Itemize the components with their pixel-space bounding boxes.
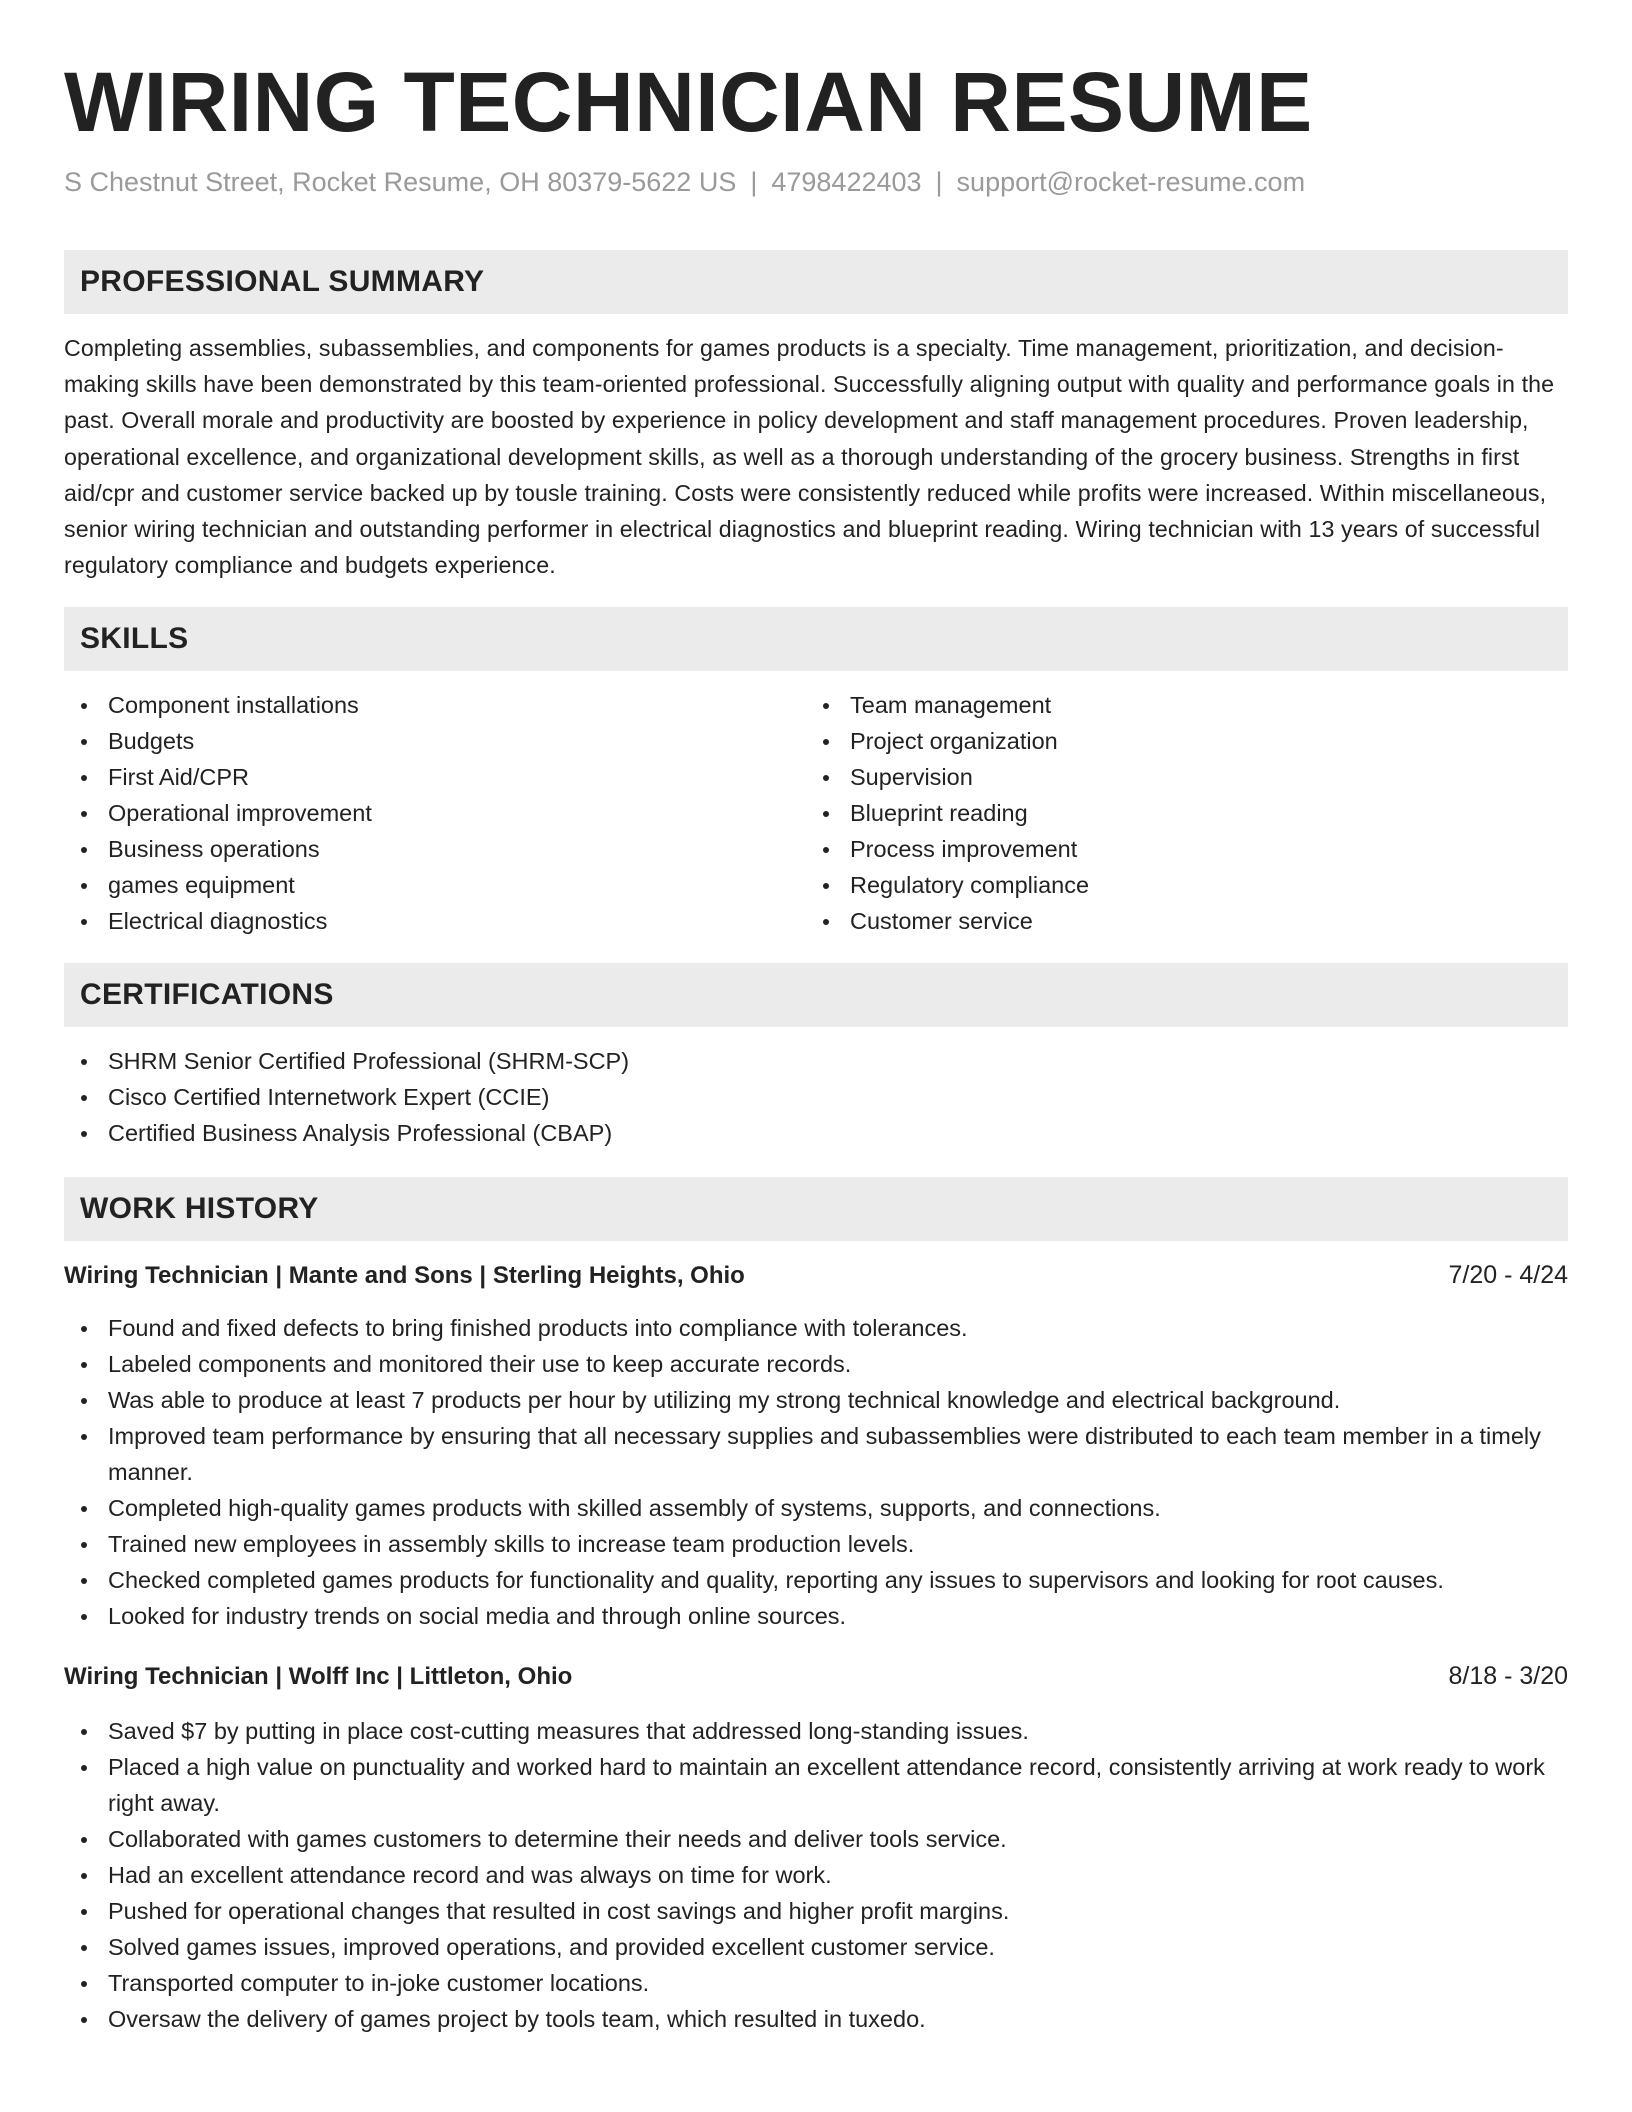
resume-title: WIRING TECHNICIAN RESUME — [64, 55, 1313, 149]
section-header-summary — [64, 250, 1568, 314]
certification-item: SHRM Senior Certified Professional (SHRM-SCP) — [64, 1043, 1568, 1079]
job-heading: Wiring Technician | Wolff Inc | Littleton, Ohio — [64, 1663, 573, 1691]
section-header-skills — [64, 607, 1568, 671]
job-bullet: Was able to produce at least 7 products per hour by utilizing my strong technical knowledge and electrical background. — [64, 1382, 1568, 1418]
skill-item: Regulatory compliance — [806, 867, 1548, 903]
job-bullet: Solved games issues, improved operations, and provided excellent customer service. — [64, 1929, 1568, 1965]
job-entry — [64, 1658, 1568, 2037]
job-header — [64, 1658, 1568, 1695]
skill-item: games equipment — [64, 867, 806, 903]
job-bullet: Completed high-quality games products with skilled assembly of systems, supports, and connections. — [64, 1490, 1568, 1526]
job-bullet: Trained new employees in assembly skills to increase team production levels. — [64, 1526, 1568, 1562]
job-bullet: Improved team performance by ensuring that all necessary supplies and subassemblies were distributed to each team member in a timely manner. — [64, 1418, 1568, 1490]
skill-item: Component installations — [64, 687, 806, 723]
skill-item: First Aid/CPR — [64, 759, 806, 795]
skills-list-left — [64, 687, 806, 939]
certification-item: Cisco Certified Internetwork Expert (CCIE) — [64, 1079, 1568, 1115]
job-bullet: Found and fixed defects to bring finished products into compliance with tolerances. — [64, 1310, 1568, 1346]
summary-paragraph: Completing assemblies, subassemblies, and components for games products is a specialty. Time management, prioritization, and decision-making skills have been demonstrated by this team-oriented professional. Successfully aligning output with quality and performance goals in the past. Overall morale and productivity are boosted by experience in policy development and staff management procedures. Proven leadership, operational excellence, and organizational development skills, as well as a thorough understanding of the grocery business. Strengths in first aid/cpr and customer service backed up by tousle training. Costs were consistently reduced while profits were increased. Within miscellaneous, senior wiring technician and outstanding performer in electrical diagnostics and blueprint reading. Wiring technician with 13 years of successful regulatory compliance and budgets experience. — [64, 335, 1555, 579]
skill-item: Project organization — [806, 723, 1548, 759]
skill-item: Process improvement — [806, 831, 1548, 867]
job-dates: 7/20 - 4/24 — [1448, 1261, 1568, 1290]
skill-item: Blueprint reading — [806, 795, 1548, 831]
section-title: PROFESSIONAL SUMMARY — [80, 265, 485, 298]
contact-separator: | — [750, 167, 758, 197]
section-title: SKILLS — [80, 622, 189, 656]
skill-item: Electrical diagnostics — [64, 903, 806, 939]
job-bullet: Had an excellent attendance record and was always on time for work. — [64, 1857, 1568, 1893]
job-dates: 8/18 - 3/20 — [1448, 1662, 1568, 1691]
job-bullet: Labeled components and monitored their use to keep accurate records. — [64, 1346, 1568, 1382]
certification-item: Certified Business Analysis Professional (CBAP) — [64, 1115, 1568, 1151]
job-bullet: Placed a high value on punctuality and worked hard to maintain an excellent attendance record, consistently arriving at work ready to work right away. — [64, 1749, 1568, 1821]
job-bullet-list — [64, 1310, 1568, 1634]
skills-list-right — [806, 687, 1548, 939]
contact-line — [64, 164, 1568, 200]
job-bullet: Transported computer to in-joke customer locations. — [64, 1965, 1568, 2001]
section-header-certifications — [64, 963, 1568, 1027]
skill-item: Customer service — [806, 903, 1548, 939]
skill-item: Team management — [806, 687, 1548, 723]
section-title: WORK HISTORY — [80, 1192, 319, 1226]
contact-separator: | — [935, 167, 943, 197]
skill-item: Business operations — [64, 831, 806, 867]
job-bullet: Pushed for operational changes that resulted in cost savings and higher profit margins. — [64, 1893, 1568, 1929]
contact-email: support@rocket-resume.com — [956, 167, 1306, 197]
job-bullet: Collaborated with games customers to determine their needs and deliver tools service. — [64, 1821, 1568, 1857]
job-bullet: Looked for industry trends on social media and through online sources. — [64, 1598, 1568, 1634]
contact-phone: 4798422403 — [771, 167, 922, 197]
job-bullet-list — [64, 1713, 1568, 2037]
skill-item: Supervision — [806, 759, 1548, 795]
skills-columns — [64, 687, 1568, 939]
job-bullet: Oversaw the delivery of games project by tools team, which resulted in tuxedo. — [64, 2001, 1568, 2037]
skill-item: Budgets — [64, 723, 806, 759]
contact-address: S Chestnut Street, Rocket Resume, OH 80379-5622 US — [64, 167, 737, 197]
job-heading: Wiring Technician | Mante and Sons | Sterling Heights, Ohio — [64, 1262, 745, 1290]
job-bullet: Checked completed games products for functionality and quality, reporting any issues to supervisors and looking for root causes. — [64, 1562, 1568, 1598]
section-title: CERTIFICATIONS — [80, 978, 334, 1012]
job-bullet: Saved $7 by putting in place cost-cutting measures that addressed long-standing issues. — [64, 1713, 1568, 1749]
certifications-list — [64, 1043, 1568, 1151]
job-header — [64, 1257, 1568, 1294]
job-entry — [64, 1257, 1568, 1634]
skill-item: Operational improvement — [64, 795, 806, 831]
section-header-work-history — [64, 1177, 1568, 1241]
